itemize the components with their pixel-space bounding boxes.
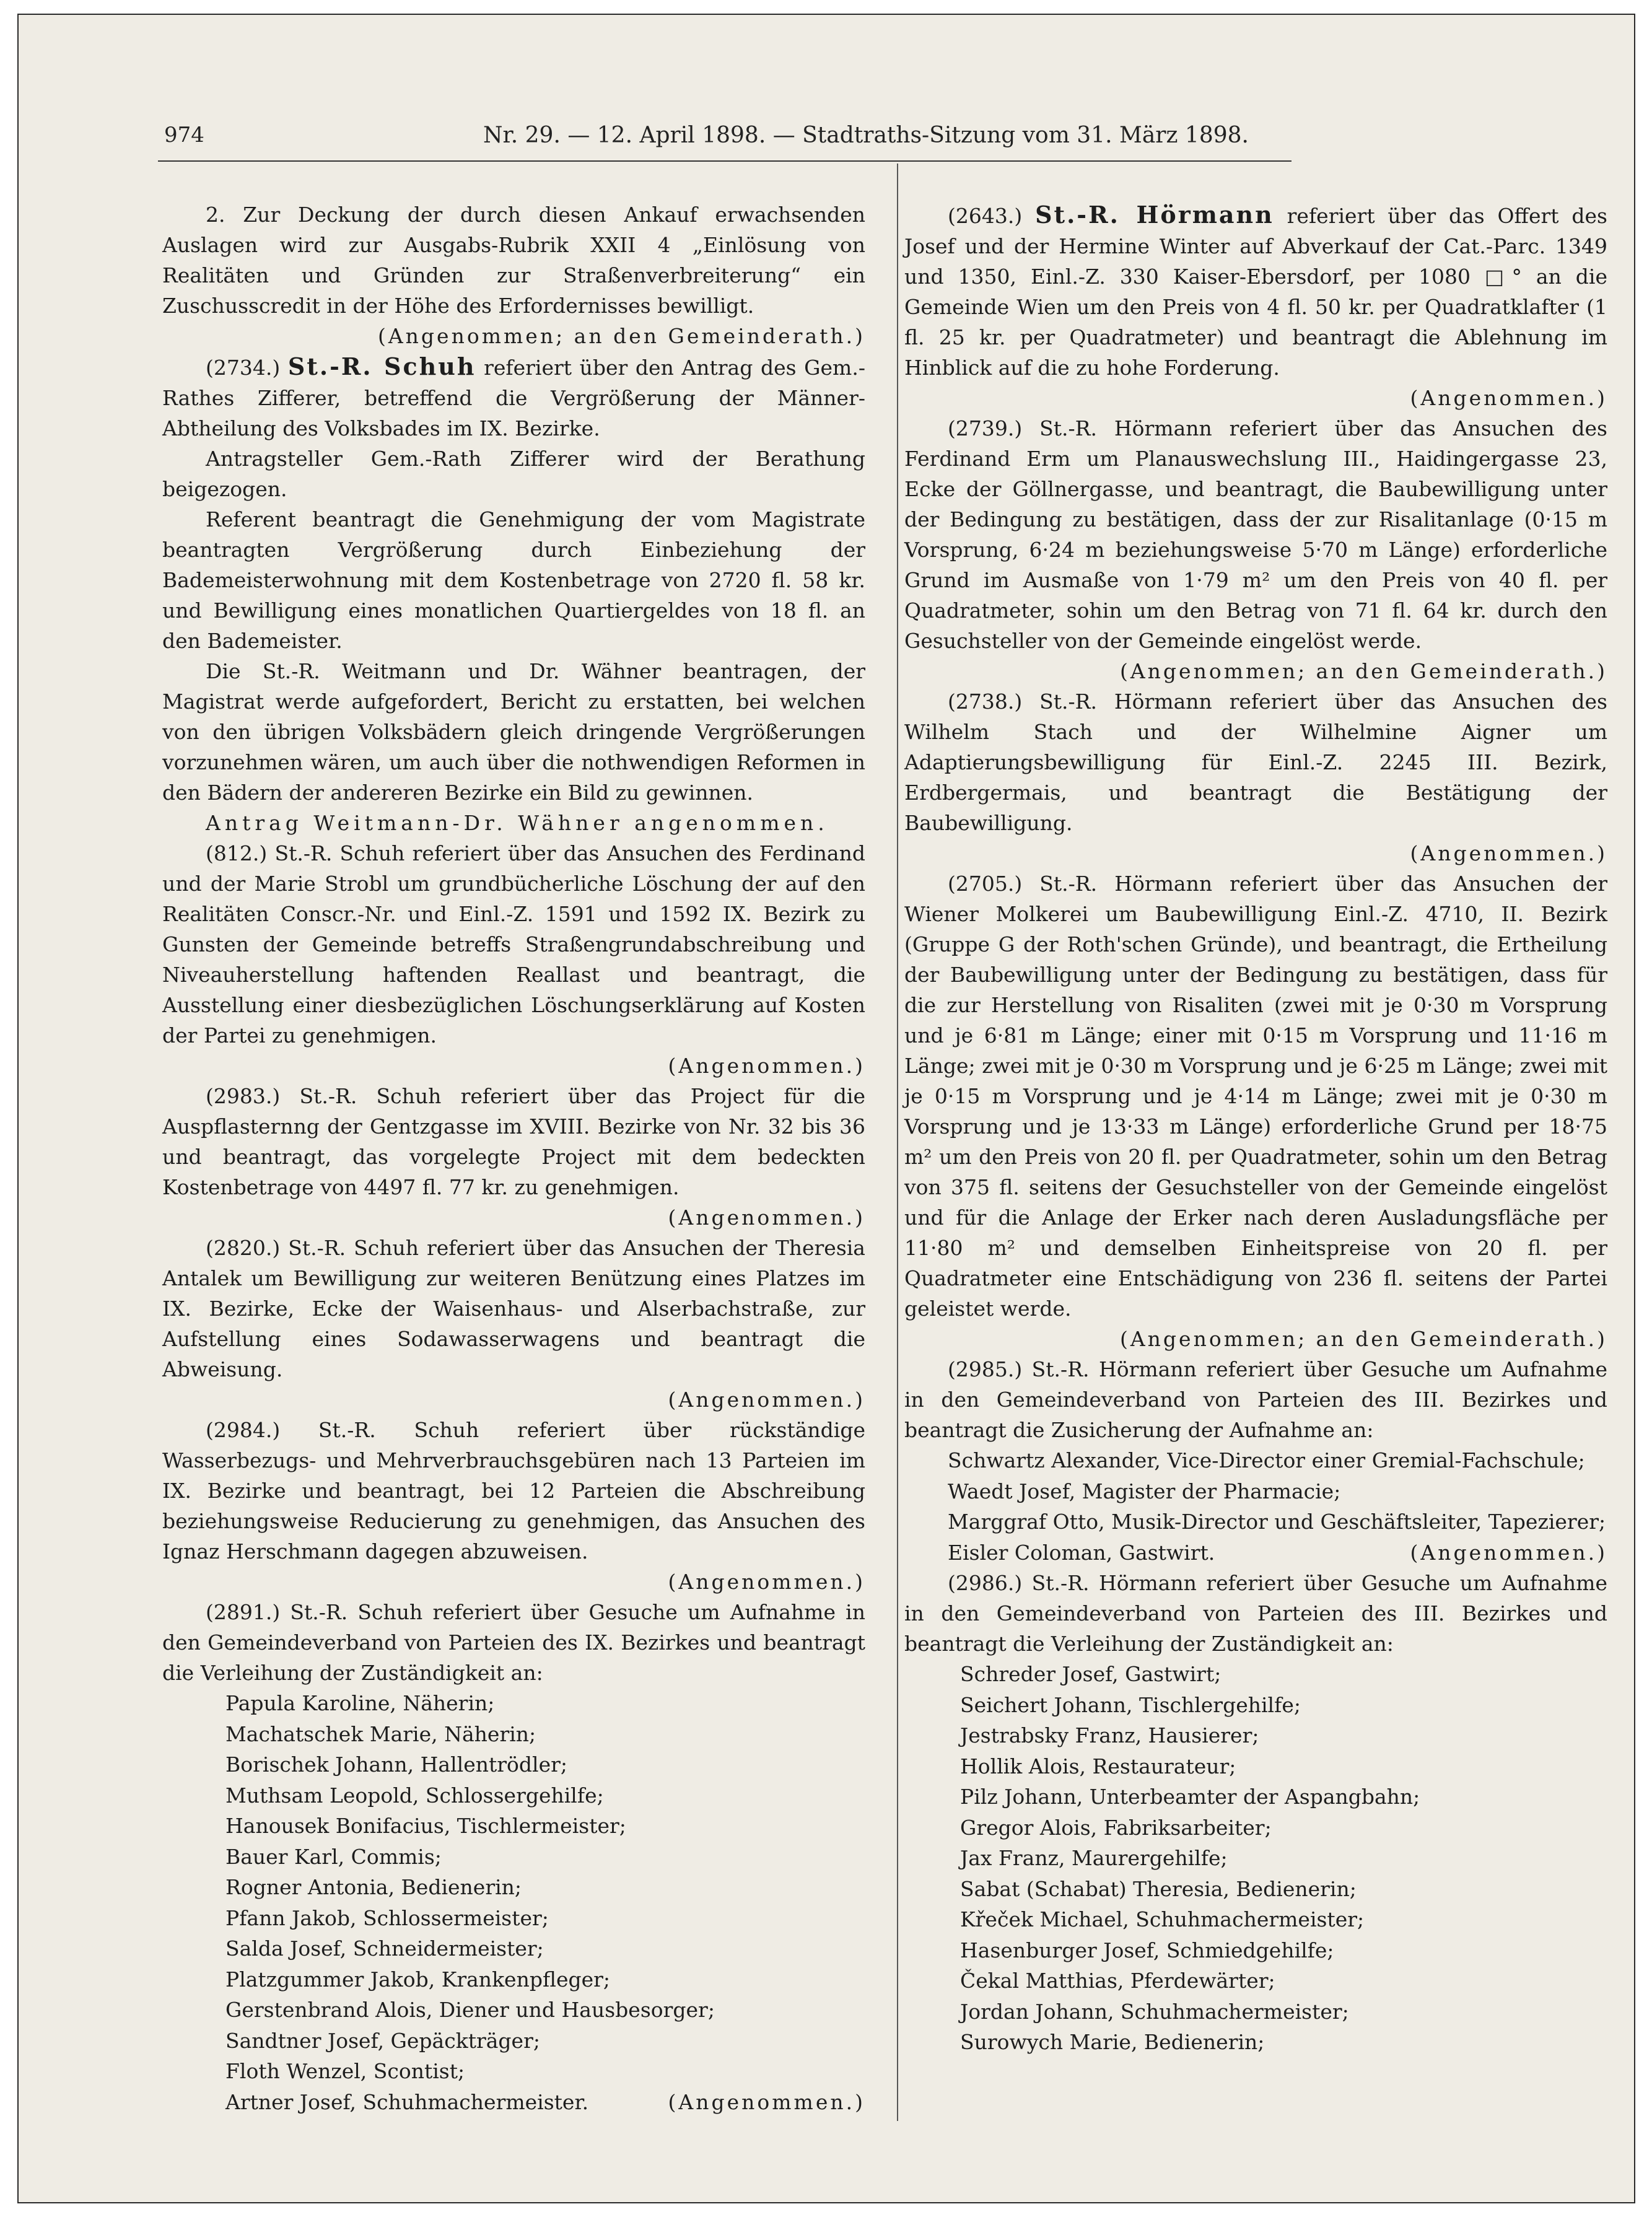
list-item: Bauer Karl, Commis; (225, 1844, 442, 1869)
paragraph: (2820.) St.-R. Schuh referiert über das Ansuchen der Theresia Antalek um Bewilligung zur weiteren Benützung eines Platzes im IX. Bezirke, Ecke der Waisenhaus- und Alserbachstraße, zur Aufstellung eines Sodawasserwagens und beantragt die Abweisung. (162, 1236, 865, 1381)
resolution-note: (Angenommen.) (1410, 1540, 1607, 1565)
list-item: Machatschek Marie, Näherin; (225, 1721, 536, 1746)
list-item (162, 2087, 865, 2118)
names-list (162, 1688, 865, 2117)
list-item: Seichert Johann, Tischlergehilfe; (960, 1692, 1301, 1717)
resolution-note: (Angenommen; an den Gemeinderath.) (377, 324, 865, 348)
paragraph: Referent beantragt die Genehmigung der vom Magistrate beantragten Vergrößerung durch Einbeziehung der Bademeisterwohnung mit dem Kostenbetrage von 2720 fl. 58 kr. und Bewilligung eines monatlichen Quartiergeldes von 18 fl. an den Bademeister. (162, 507, 865, 653)
column-divider (897, 164, 898, 2121)
paragraph: Die St.-R. Weitmann und Dr. Wähner beantragen, der Magistrat werde aufgefordert, Bericht zu erstatten, bei welchen von den übrigen Volksbädern gleich dringende Vergrößerungen vorzunehmen wären, um auch über die nothwendigen Reformen in den Bädern der andereren Bezirke ein Bild zu gewinnen. (162, 659, 865, 805)
list-item-text: Eisler Coloman, Gastwirt. (948, 1540, 1215, 1565)
list-item: Jestrabsky Franz, Hausierer; (960, 1723, 1259, 1747)
running-title: Nr. 29. — 12. April 1898. — Stadtraths-Sitzung vom 31. März 1898. (483, 123, 1249, 148)
paragraph: (2738.) St.-R. Hörmann referiert über das Ansuchen des Wilhelm Stach und der Wilhelmine Aigner um Adaptierungsbewilligung für Einl.-Z. 2245 III. Bezirk, Erdbergermais, und beantragt die Bestätigung der Baubewilligung. (904, 689, 1607, 835)
list-item: Pfann Jakob, Schlossermeister; (225, 1905, 549, 1930)
list-item: Gregor Alois, Fabriksarbeiter; (960, 1815, 1272, 1840)
motion-result: Antrag Weitmann-Dr. Wähner angenommen. (206, 811, 829, 835)
scanned-page (17, 14, 1635, 2203)
speaker-name: St.-R. Hörmann (1035, 201, 1274, 229)
paragraph-text: referiert über das Offert des Josef und der Hermine Winter auf Abverkauf der Cat.-Parc. 1349 und 1350, Einl.-Z. 330 Kaiser-Ebersdorf, per 1080 □° an die Gemeinde Wien um den Preis von 4 fl. 50 kr. per Quadratklafter (1 fl. 25 kr. per Quadratmeter) und beantragt die Ablehnung im Hinblick auf die zu hohe Forderung. (904, 204, 1607, 380)
list-item: Waedt Josef, Magister der Pharmacie; (948, 1479, 1341, 1503)
paragraph (904, 199, 1607, 383)
paragraph: (2891.) St.-R. Schuh referiert über Gesuche um Aufnahme in den Gemeindeverband von Parteien des IX. Bezirkes und beantragt die Verleihung der Zuständigkeit an: (162, 1600, 865, 1685)
list-item: Sabat (Schabat) Theresia, Bedienerin; (960, 1876, 1357, 1901)
resolution-note: (Angenommen.) (1410, 386, 1607, 410)
left-column (162, 199, 865, 2117)
list-item: Pilz Johann, Unterbeamter der Aspangbahn; (960, 1785, 1420, 1809)
list-item: Jax Franz, Maurergehilfe; (960, 1846, 1228, 1870)
paragraph: (2705.) St.-R. Hörmann referiert über das Ansuchen der Wiener Molkerei um Baubewilligung Einl.-Z. 4710, II. Bezirk (Gruppe G der Roth'schen Gründe), und beantragt, die Ertheilung der Baubewilligung unter der Bedingung zu bestätigen, dass für die zur Herstellung von Risaliten (zwei mit je 0·30 m Vorsprung und je 6·81 m Länge; einer mit 0·15 m Vorsprung und 11·16 m Länge; zwei mit je 0·30 m Vorsprung und je 6·25 m Länge; zwei mit je 0·15 m Vorsprung und je 4·14 m Länge; zwei mit je 0·30 m Vorsprung und je 13·33 m Länge) erforderliche Grund per 18·75 m² um den Preis von 20 fl. per Quadratmeter, sohin um den Betrag von 375 fl. seitens der Gesuchsteller von der Gemeinde eingelöst und für die Anlage der Erker nach deren Ausladungsfläche per 11·80 m² und demselben Einheitspreise von 20 fl. per Quadratmeter eine Entschädigung von 236 fl. seitens der Partei geleistet werde. (904, 872, 1607, 1321)
list-item: Rogner Antonia, Bedienerin; (225, 1875, 522, 1899)
names-list (904, 1659, 1607, 2058)
names-list (904, 1445, 1607, 1568)
list-item: Platzgummer Jakob, Krankenpfleger; (225, 1967, 611, 1992)
resolution-note: (Angenommen; an den Gemeinderath.) (1119, 659, 1607, 683)
item-number: (2734.) (206, 356, 281, 380)
list-item: Sandtner Josef, Gepäckträger; (225, 2028, 540, 2053)
list-item-text: Artner Josef, Schuhmachermeister. (225, 2089, 589, 2114)
paragraph: (2984.) St.-R. Schuh referiert über rückständige Wasserbezugs- und Mehrverbrauchsgebüren nach 13 Parteien im IX. Bezirke und beantragt, bei 12 Parteien die Abschreibung beziehungsweise Reducierung zu genehmigen, das Ansuchen des Ignaz Herschmann dagegen abzuweisen. (162, 1418, 865, 1563)
list-item: Křeček Michael, Schuhmachermeister; (960, 1907, 1365, 1931)
list-item: Marggraf Otto, Musik-Director und Geschäftsleiter, Tapezierer; (948, 1510, 1606, 1534)
list-item: Hanousek Bonifacius, Tischlermeister; (225, 1814, 626, 1838)
resolution-note: (Angenommen.) (668, 1054, 865, 1078)
list-item: Čekal Matthias, Pferdewärter; (960, 1969, 1275, 1993)
list-item: Floth Wenzel, Scontist; (225, 2059, 465, 2083)
list-item: Hasenburger Josef, Schmiedgehilfe; (960, 1938, 1334, 1962)
header-rule (158, 160, 1291, 162)
paragraph: 2. Zur Deckung der durch diesen Ankauf erwachsenden Auslagen wird zur Ausgabs-Rubrik XXII 4 „Einlösung von Realitäten und Gründen zur Straßenverbreiterung“ ein Zuschusscredit in der Höhe des Erfordernisses bewilligt. (162, 203, 865, 318)
resolution-note: (Angenommen.) (668, 1570, 865, 1594)
resolution-note: (Angenommen.) (668, 1388, 865, 1412)
resolution-note: (Angenommen.) (668, 1205, 865, 1230)
paragraph: (2983.) St.-R. Schuh referiert über das Project für die Auspflasternng der Gentzgasse im XVIII. Bezirke von Nr. 32 bis 36 und beantragt, das vorgelegte Project mit dem bedeckten Kostenbetrage von 4497 fl. 77 kr. zu genehmigen. (162, 1084, 865, 1199)
paragraph: Antragsteller Gem.-Rath Zifferer wird der Berathung beigezogen. (162, 447, 865, 501)
paragraph-text: referiert über den Antrag des Gem.-Rathes Zifferer, betreffend die Vergrößerung der Männer-Abtheilung des Volksbades im IX. Bezirke. (162, 356, 865, 440)
resolution-note: (Angenommen; an den Gemeinderath.) (1119, 1327, 1607, 1351)
list-item: Gerstenbrand Alois, Diener und Hausbesorger; (225, 1998, 715, 2022)
page-number: 974 (164, 123, 204, 147)
list-item: Jordan Johann, Schuhmachermeister; (960, 1999, 1349, 2024)
list-item: Borischek Johann, Hallentrödler; (225, 1752, 567, 1777)
list-item: Salda Josef, Schneidermeister; (225, 1936, 544, 1961)
list-item: Papula Karoline, Näherin; (225, 1691, 495, 1715)
paragraph: (2739.) St.-R. Hörmann referiert über das Ansuchen des Ferdinand Erm um Planauswechslung III., Haidingergasse 23, Ecke der Göllnergasse, und beantragt, die Baubewilligung unter der Bedingung zu bestätigen, dass der zur Risalitanlage (0·15 m Vorsprung, 6·24 m beziehungsweise 5·70 m Länge) erforderliche Grund im Ausmaße von 1·79 m² um den Preis von 40 fl. per Quadratmeter, sohin um den Betrag von 71 fl. 64 kr. durch den Gesuchsteller von der Gemeinde eingelöst werde. (904, 416, 1607, 653)
paragraph: (2985.) St.-R. Hörmann referiert über Gesuche um Aufnahme in den Gemeindeverband von Parteien des III. Bezirkes und beantragt die Zusicherung der Aufnahme an: (904, 1357, 1607, 1442)
list-item: Schwartz Alexander, Vice-Director einer Gremial-Fachschule; (948, 1448, 1585, 1472)
speaker-name: St.-R. Schuh (287, 352, 476, 380)
list-item: Muthsam Leopold, Schlossergehilfe; (225, 1783, 604, 1808)
resolution-note: (Angenommen.) (1410, 841, 1607, 865)
list-item: Hollik Alois, Restaurateur; (960, 1754, 1236, 1778)
item-number: (2643.) (948, 204, 1023, 228)
paragraph (162, 351, 865, 444)
paragraph: (812.) St.-R. Schuh referiert über das Ansuchen des Ferdinand und der Marie Strobl um grundbücherliche Löschung der auf den Realitäten Conscr.-Nr. und Einl.-Z. 1591 und 1592 IX. Bezirk zu Gunsten der Gemeinde betreffs Straßengrundabschreibung und Niveauherstellung haftenden Reallast und beantragt, die Ausstellung einer diesbezüglichen Löschungserklärung auf Kosten der Partei zu genehmigen. (162, 841, 865, 1047)
right-column (904, 199, 1607, 2058)
paragraph: (2986.) St.-R. Hörmann referiert über Gesuche um Aufnahme in den Gemeindeverband von Parteien des III. Bezirkes und beantragt die Verleihung der Zuständigkeit an: (904, 1571, 1607, 1656)
list-item: Surowych Marie, Bedienerin; (960, 2030, 1265, 2054)
page-header (164, 108, 1285, 157)
list-item: Schreder Josef, Gastwirt; (960, 1662, 1222, 1686)
resolution-note: (Angenommen.) (668, 2089, 865, 2114)
list-item (904, 1537, 1607, 1568)
